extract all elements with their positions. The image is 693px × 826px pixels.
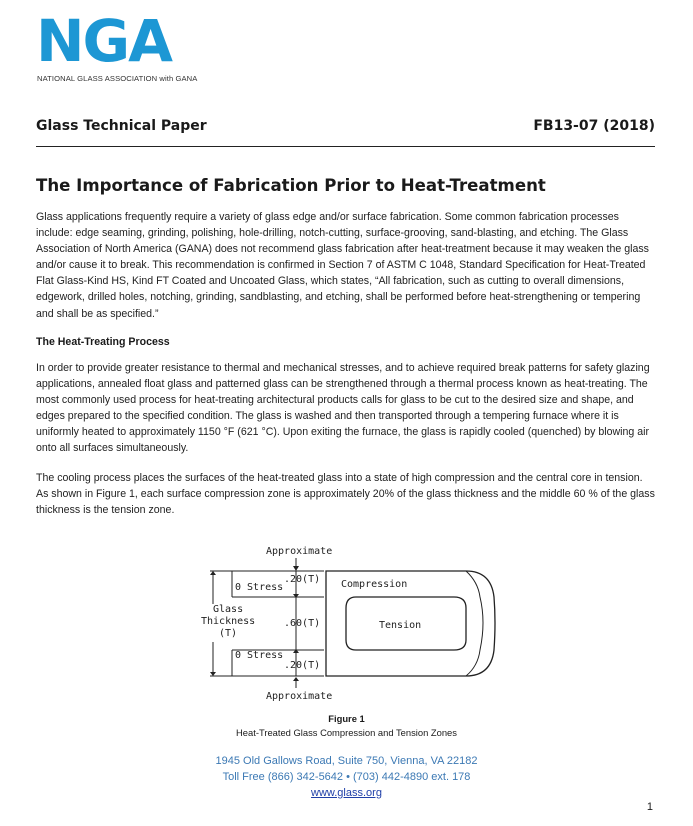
website-link[interactable]: www.glass.org [311,787,382,799]
dim-top-label: .20(T) [284,574,321,585]
section-heading: The Heat-Treating Process [36,336,170,348]
paragraph-text: Glass applications frequently require a variety of glass edge and/or surface fabrication. Some common fabrication processes include: edge seaming, grinding, polishing, hole-drilling, notch-cutting, surface-grooving, sand-blasting, and etching. The Glass Association of North America (GANA) does not recommend glass fabrication after heat-treatment because it may weaken the glass and/or cause it to break. This recommendation is confirmed in Section 7 of ASTM C 1048, Standard Specification for Heat-Treated Flat Glass-Kind HS, Kind FT Coated and Uncoated Glass, which states, “All fabrication, such as cutting to overall dimensions, edgework, drilled holes, notching, grinding, sandblasting, and etching, shall be performed before heat-strengthening or tempering and shall be as specified.” [36,211,649,320]
logo-wordmark: NGA [36,7,172,75]
document-code: FB13-07 (2018) [533,118,655,134]
thickness-label-1: Glass [213,604,244,615]
tension-label: Tension [379,620,422,631]
paragraph-text: In order to provide greater resistance to thermal and mechanical stresses, and to achieve required break patterns for safety glazing applications, annealed float glass and patterned glass can be strengthened through a thermal process known as heat-treating. The most commonly used process for heat-treating architectural products calls for glass to be cut to the desired size and shape, and edges prepared to the specified condition. The glass is washed and then transported through a tempering furnace where it is uniformly heated to approximately 1150 °F (621 °C). Upon exiting the furnace, the glass is rapidly cooled (quenched) by blowing air onto all surfaces simultaneously. [36,362,650,455]
footer-address: 1945 Old Gallows Road, Suite 750, Vienna, VA 22182 [215,755,478,767]
figure-1-diagram [196,542,506,702]
document-type: Glass Technical Paper [36,118,207,134]
document-header [36,118,655,140]
footer-phone: Toll Free (866) 342-5642 • (703) 442-4890 ext. 178 [222,771,471,783]
paragraph-text: The cooling process places the surfaces of the heat-treated glass into a state of high compression and the central core in tension. As shown in Figure 1, each surface compression zone is approximately 20% of the glass thickness and the middle 60 % of the glass thickness is the tension zone. [36,472,655,517]
page-title: The Importance of Fabrication Prior to Heat-Treatment [36,176,546,195]
dim-bottom-label: .20(T) [284,660,321,671]
cooling-paragraph [36,470,656,518]
nga-logo [36,7,226,86]
compression-label: Compression [341,579,408,590]
thickness-label-3: (T) [219,628,238,639]
page-number: 1 [646,801,653,813]
stress-top-label: 0 Stress [235,582,284,593]
intro-paragraph [36,209,656,322]
thickness-label-2: Thickness [201,616,256,627]
approx-bottom-label: Approximate [266,691,333,702]
figure-number: Figure 1 [328,713,365,724]
footer-website-row [0,787,693,799]
approx-top-label: Approximate [266,546,333,557]
dim-mid-label: .60(T) [284,618,321,629]
heat-treating-paragraph [36,360,656,457]
stress-bottom-label: 0 Stress [235,650,284,661]
figure-caption: Heat-Treated Glass Compression and Tension Zones [236,727,457,738]
logo-subtitle: NATIONAL GLASS ASSOCIATION with GANA [37,74,198,83]
header-divider [36,146,655,147]
